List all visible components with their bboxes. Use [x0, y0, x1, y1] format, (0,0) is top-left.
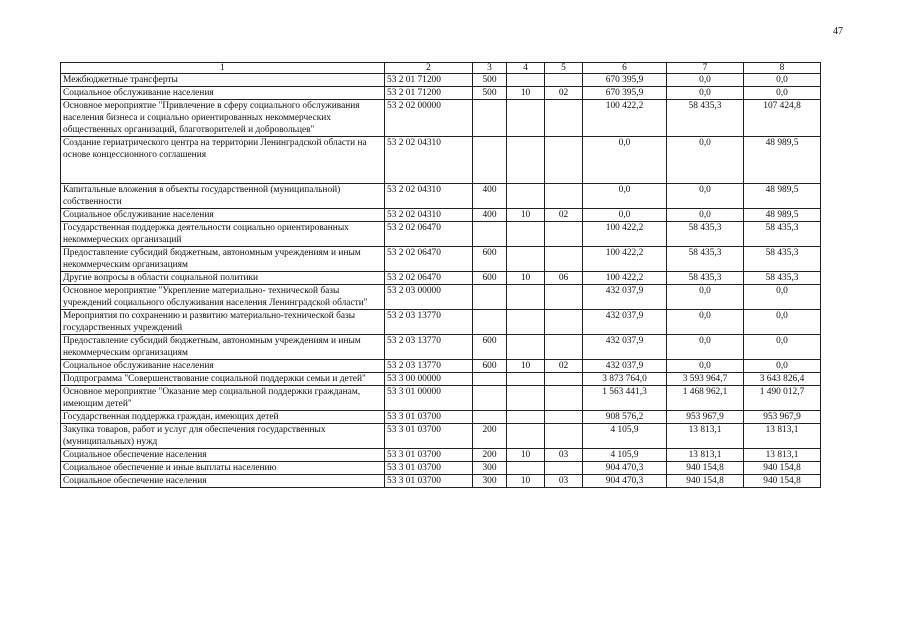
row-name-cell: Предоставление субсидий бюджетным, автономным учреждениям и иным некоммерческим организациям	[61, 247, 385, 272]
row-name-cell: Закупка товаров, работ и услуг для обеспечения государственных (муниципальных) нужд	[61, 424, 385, 449]
amount-year-3-cell: 58 435,3	[744, 272, 821, 285]
expense-type-cell: 400	[473, 209, 507, 222]
subsection-cell	[545, 335, 583, 360]
amount-year-2-cell: 0,0	[667, 74, 744, 87]
subsection-cell	[545, 74, 583, 87]
section-cell	[507, 74, 545, 87]
amount-year-1-cell: 670 395,9	[583, 87, 667, 100]
subsection-cell	[545, 285, 583, 310]
subsection-cell	[545, 222, 583, 247]
budget-code-cell: 53 2 03 13770	[385, 310, 473, 335]
column-header: 2	[385, 63, 473, 74]
amount-year-3-cell: 1 490 012,7	[744, 386, 821, 411]
budget-code-cell: 53 2 02 06470	[385, 272, 473, 285]
expense-type-cell: 300	[473, 462, 507, 475]
budget-code-cell: 53 2 03 00000	[385, 285, 473, 310]
budget-code-cell: 53 2 02 06470	[385, 222, 473, 247]
budget-code-cell: 53 2 02 04310	[385, 184, 473, 209]
amount-year-1-cell: 670 395,9	[583, 74, 667, 87]
amount-year-2-cell: 0,0	[667, 137, 744, 184]
budget-code-cell: 53 3 01 03700	[385, 424, 473, 449]
budget-code-cell: 53 2 02 04310	[385, 209, 473, 222]
table-row	[61, 335, 821, 360]
section-cell: 10	[507, 272, 545, 285]
subsection-cell: 02	[545, 87, 583, 100]
table-row	[61, 424, 821, 449]
subsection-cell	[545, 411, 583, 424]
section-cell	[507, 411, 545, 424]
subsection-cell	[545, 100, 583, 137]
expense-type-cell: 600	[473, 360, 507, 373]
column-header: 3	[473, 63, 507, 74]
subsection-cell	[545, 310, 583, 335]
subsection-cell	[545, 373, 583, 386]
budget-code-cell: 53 3 01 03700	[385, 411, 473, 424]
table-row	[61, 247, 821, 272]
amount-year-3-cell: 0,0	[744, 285, 821, 310]
amount-year-1-cell: 100 422,2	[583, 100, 667, 137]
section-cell: 10	[507, 360, 545, 373]
amount-year-3-cell: 0,0	[744, 87, 821, 100]
section-cell	[507, 184, 545, 209]
row-name-cell: Межбюджетные трансферты	[61, 74, 385, 87]
table-row	[61, 184, 821, 209]
amount-year-2-cell: 13 813,1	[667, 449, 744, 462]
column-header: 4	[507, 63, 545, 74]
amount-year-1-cell: 432 037,9	[583, 360, 667, 373]
amount-year-1-cell: 3 873 764,0	[583, 373, 667, 386]
page-number: 47	[833, 26, 843, 37]
amount-year-3-cell: 48 989,5	[744, 209, 821, 222]
row-name-cell: Другие вопросы в области социальной политики	[61, 272, 385, 285]
amount-year-1-cell: 100 422,2	[583, 222, 667, 247]
table-row	[61, 87, 821, 100]
amount-year-2-cell: 58 435,3	[667, 272, 744, 285]
amount-year-2-cell: 0,0	[667, 310, 744, 335]
budget-code-cell: 53 2 02 04310	[385, 137, 473, 184]
row-name-cell: Государственная поддержка граждан, имеющих детей	[61, 411, 385, 424]
amount-year-1-cell: 904 470,3	[583, 462, 667, 475]
section-cell	[507, 285, 545, 310]
expense-type-cell	[473, 285, 507, 310]
expense-type-cell	[473, 373, 507, 386]
table-row	[61, 360, 821, 373]
subsection-cell: 02	[545, 360, 583, 373]
row-name-cell: Государственная поддержка деятельности социально ориентированных некоммерческих организаций	[61, 222, 385, 247]
amount-year-3-cell: 3 643 826,4	[744, 373, 821, 386]
budget-code-cell: 53 2 01 71200	[385, 87, 473, 100]
amount-year-3-cell: 13 813,1	[744, 449, 821, 462]
column-header: 1	[61, 63, 385, 74]
row-name-cell: Подпрограмма "Совершенствование социальной поддержки семьи и детей"	[61, 373, 385, 386]
row-name-cell: Создание гериатрического центра на территории Ленинградской области на основе концессионного соглашения	[61, 137, 385, 184]
section-cell: 10	[507, 209, 545, 222]
amount-year-3-cell: 940 154,8	[744, 475, 821, 488]
table-header	[61, 63, 821, 74]
amount-year-2-cell: 0,0	[667, 335, 744, 360]
amount-year-1-cell: 4 105,9	[583, 424, 667, 449]
amount-year-3-cell: 48 989,5	[744, 137, 821, 184]
table-row	[61, 475, 821, 488]
subsection-cell	[545, 184, 583, 209]
amount-year-3-cell: 107 424,8	[744, 100, 821, 137]
budget-code-cell: 53 3 01 03700	[385, 475, 473, 488]
expense-type-cell: 500	[473, 87, 507, 100]
row-name-cell: Основное мероприятие "Привлечение в сферу социального обслуживания населения бизнеса и социально ориентированных некоммерческих общественных организаций, благотворителей и добровольцев"	[61, 100, 385, 137]
amount-year-3-cell: 0,0	[744, 335, 821, 360]
amount-year-1-cell: 432 037,9	[583, 335, 667, 360]
budget-table	[60, 62, 821, 488]
amount-year-1-cell: 0,0	[583, 209, 667, 222]
amount-year-1-cell: 0,0	[583, 184, 667, 209]
table-row	[61, 74, 821, 87]
table-row	[61, 411, 821, 424]
expense-type-cell: 200	[473, 424, 507, 449]
header-row	[61, 63, 821, 74]
table-row	[61, 386, 821, 411]
amount-year-2-cell: 1 468 962,1	[667, 386, 744, 411]
column-header: 8	[744, 63, 821, 74]
budget-code-cell: 53 2 03 13770	[385, 360, 473, 373]
amount-year-3-cell: 953 967,9	[744, 411, 821, 424]
budget-code-cell: 53 2 02 00000	[385, 100, 473, 137]
subsection-cell	[545, 424, 583, 449]
expense-type-cell: 400	[473, 184, 507, 209]
expense-type-cell: 300	[473, 475, 507, 488]
section-cell	[507, 100, 545, 137]
section-cell	[507, 386, 545, 411]
expense-type-cell	[473, 310, 507, 335]
row-name-cell: Социальное обеспечение и иные выплаты населению	[61, 462, 385, 475]
amount-year-2-cell: 58 435,3	[667, 222, 744, 247]
section-cell	[507, 373, 545, 386]
row-name-cell: Социальное обеспечение населения	[61, 475, 385, 488]
row-name-cell: Социальное обеспечение населения	[61, 449, 385, 462]
row-name-cell: Капитальные вложения в объекты государственной (муниципальной) собственности	[61, 184, 385, 209]
section-cell: 10	[507, 449, 545, 462]
column-header: 5	[545, 63, 583, 74]
amount-year-1-cell: 904 470,3	[583, 475, 667, 488]
expense-type-cell	[473, 386, 507, 411]
section-cell	[507, 247, 545, 272]
amount-year-1-cell: 432 037,9	[583, 310, 667, 335]
table-row	[61, 272, 821, 285]
table-body	[61, 74, 821, 488]
budget-code-cell: 53 3 01 03700	[385, 449, 473, 462]
amount-year-1-cell: 100 422,2	[583, 272, 667, 285]
subsection-cell	[545, 462, 583, 475]
section-cell	[507, 335, 545, 360]
budget-code-cell: 53 2 02 06470	[385, 247, 473, 272]
subsection-cell	[545, 137, 583, 184]
section-cell: 10	[507, 87, 545, 100]
amount-year-2-cell: 58 435,3	[667, 247, 744, 272]
column-header: 7	[667, 63, 744, 74]
subsection-cell: 06	[545, 272, 583, 285]
expense-type-cell	[473, 137, 507, 184]
table-row	[61, 209, 821, 222]
row-name-cell: Социальное обслуживание населения	[61, 209, 385, 222]
amount-year-1-cell: 432 037,9	[583, 285, 667, 310]
amount-year-2-cell: 0,0	[667, 87, 744, 100]
amount-year-3-cell: 0,0	[744, 310, 821, 335]
table-row	[61, 222, 821, 247]
amount-year-3-cell: 0,0	[744, 74, 821, 87]
section-cell	[507, 424, 545, 449]
subsection-cell: 02	[545, 209, 583, 222]
budget-code-cell: 53 2 01 71200	[385, 74, 473, 87]
section-cell	[507, 222, 545, 247]
amount-year-3-cell: 48 989,5	[744, 184, 821, 209]
row-name-cell: Социальное обслуживание населения	[61, 360, 385, 373]
table-row	[61, 137, 821, 184]
amount-year-3-cell: 58 435,3	[744, 247, 821, 272]
amount-year-1-cell: 908 576,2	[583, 411, 667, 424]
budget-code-cell: 53 3 01 03700	[385, 462, 473, 475]
amount-year-2-cell: 3 593 964,7	[667, 373, 744, 386]
budget-code-cell: 53 2 03 13770	[385, 335, 473, 360]
table-row	[61, 462, 821, 475]
table-row	[61, 100, 821, 137]
amount-year-1-cell: 4 105,9	[583, 449, 667, 462]
budget-code-cell: 53 3 01 00000	[385, 386, 473, 411]
expense-type-cell: 200	[473, 449, 507, 462]
amount-year-2-cell: 940 154,8	[667, 462, 744, 475]
table-row	[61, 310, 821, 335]
expense-type-cell: 600	[473, 272, 507, 285]
amount-year-2-cell: 0,0	[667, 360, 744, 373]
amount-year-2-cell: 13 813,1	[667, 424, 744, 449]
section-cell	[507, 462, 545, 475]
amount-year-3-cell: 13 813,1	[744, 424, 821, 449]
subsection-cell: 03	[545, 449, 583, 462]
expense-type-cell: 500	[473, 74, 507, 87]
expense-type-cell	[473, 100, 507, 137]
row-name-cell: Предоставление субсидий бюджетным, автономным учреждениям и иным некоммерческим организациям	[61, 335, 385, 360]
budget-code-cell: 53 3 00 00000	[385, 373, 473, 386]
amount-year-2-cell: 0,0	[667, 209, 744, 222]
row-name-cell: Основное мероприятие "Укрепление материально- технической базы учреждений социального обслуживания населения Ленинградской области"	[61, 285, 385, 310]
amount-year-2-cell: 58 435,3	[667, 100, 744, 137]
expense-type-cell	[473, 411, 507, 424]
amount-year-2-cell: 0,0	[667, 285, 744, 310]
expense-type-cell	[473, 222, 507, 247]
table-row	[61, 285, 821, 310]
subsection-cell	[545, 386, 583, 411]
section-cell: 10	[507, 475, 545, 488]
amount-year-3-cell: 58 435,3	[744, 222, 821, 247]
amount-year-2-cell: 940 154,8	[667, 475, 744, 488]
amount-year-1-cell: 0,0	[583, 137, 667, 184]
amount-year-2-cell: 953 967,9	[667, 411, 744, 424]
column-header: 6	[583, 63, 667, 74]
section-cell	[507, 137, 545, 184]
row-name-cell: Мероприятия по сохранению и развитию материально-технической базы государственных учреждений	[61, 310, 385, 335]
table-row	[61, 373, 821, 386]
subsection-cell: 03	[545, 475, 583, 488]
expense-type-cell: 600	[473, 247, 507, 272]
amount-year-3-cell: 0,0	[744, 360, 821, 373]
table-row	[61, 449, 821, 462]
amount-year-1-cell: 100 422,2	[583, 247, 667, 272]
expense-type-cell: 600	[473, 335, 507, 360]
section-cell	[507, 310, 545, 335]
row-name-cell: Социальное обслуживание населения	[61, 87, 385, 100]
amount-year-2-cell: 0,0	[667, 184, 744, 209]
amount-year-1-cell: 1 563 441,3	[583, 386, 667, 411]
subsection-cell	[545, 247, 583, 272]
row-name-cell: Основное мероприятие "Оказание мер социальной поддержки гражданам, имеющим детей"	[61, 386, 385, 411]
amount-year-3-cell: 940 154,8	[744, 462, 821, 475]
